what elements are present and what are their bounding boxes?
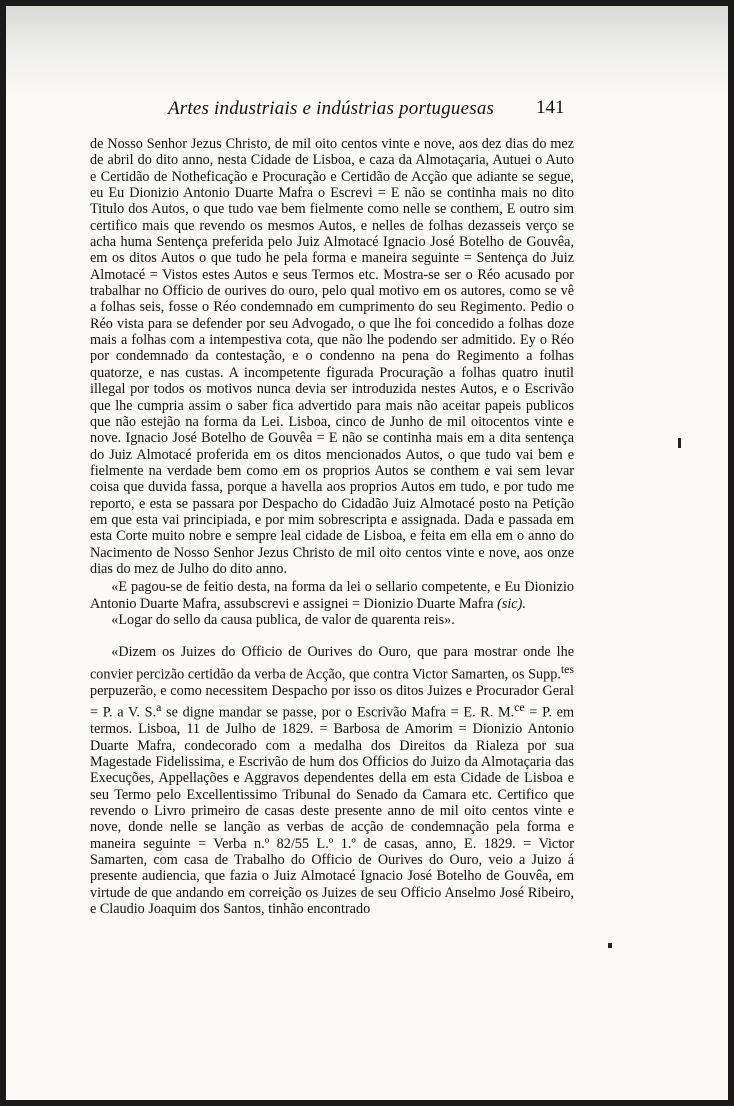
superscript-ce: ce — [514, 700, 525, 715]
body-text — [90, 136, 574, 917]
pagou-text: «E pagou-se de feitio desta, na forma da lei o sellario competente, e Eu Dionizio Antonio Duarte Mafra, assubscrevi e assignei = Dionizio Duarte Mafra — [90, 579, 574, 612]
margin-mark — [608, 943, 612, 948]
dizem-text-4: = P. em termos. Lisboa, 11 de Julho de 1829. = Barbosa de Amorim = Dionizio Antonio Duarte Mafra, condecorado com a medalha dos Direitos da Rialeza por sua Magestade Fidelissima, e Escrivão de hum dos Officios do Juizo da Almotaçaria das Execuções, Appellações e Aggravos dependentes della em esta Cidade de Lisboa e seu Termo pelo Excellentissimo Tribunal do Senado da Camara etc. Certifico que revendo o Livro primeiro de casas deste presente anno de mil oito centos vinte e nove, donde nelle se lanção as verbas de acção de condemnação pela forma e maneira seguinte = Verba n.º 82/55 L.º 1.º de casas, anno, E. 1829. = Victor Samarten, com casa de Trabalho do Officio de Ourives do Ouro, veio a Juizo á presente audiencia, que fazia o Juiz Almotacé Ignacio José Botelho de Gouvêa, em virtude de que andando em correição os Juizes de seu Officio Anselmo José Ribeiro, e Claudio Joaquim dos Santos, tinhão encontrado — [90, 704, 574, 917]
sic-note: (sic). — [497, 595, 526, 612]
paragraph-certidao: de Nosso Senhor Jezus Christo, de mil oito centos vinte e nove, aos dez dias do mez de abril do dito anno, nesta Cidade de Lisboa, e caza da Almotaçaria, Autuei o Auto e Certidão de Notheficação e Procuração e Certidão de Acção que adiante se segue, eu Eu Dionizio Antonio Duarte Mafra o Escrevi = E não se continha mais no dito Titulo dos Autos, o que tudo vae bem fielmente como nelle se conthem, E outro sim certifico mais que revendo os mesmos Autos, e nelles de folhas dezasseis verço se acha huma Sentença preferida pelo Juiz Almotacé Ignacio José Botelho de Gouvêa, em os ditos Autos o que tudo he pela forma e maneira seguinte = Sentença do Juiz Almotacé = Vistos estes Autos e seus Termos etc. Mostra-se ser o Réo acusado por trabalhar no Officio de ourives do ouro, pelo qual motivo em os autores, como se vê a folhas seis, fosse o Réo condemnado em cumprimento do seu Regimento. Pedio o Réo vista para se defender por seu Advogado, o que lhe foi concedido a folhas doze mais a folhas com a intempestiva cota, que não lhe podendo ser admitido. Ey o Réo por condemnado da contestação, e o condenno na pena do Regimento a folhas quatorze, e nas custas. A incompetente figurada Procuração a folhas quatro inutil illegal por todos os motivos nunca devia ser introduzida nestes Autos, e o Escrivão que lhe cumpria assim o saber fica advertido para mais não aceitar papeis publicos que não estejão na forma da Lei. Lisboa, cinco de Junho de mil oitocentos vinte e nove. Ignacio José Botelho de Gouvêa = E não se continha mais em a dita sentença do Juiz Almotacé proferida em os ditos mencionados Autos, o que tudo vai bem e fielmente na verdade bem como em os proprios Autos se conthem e vai sem levar coisa que duvida fassa, porque a havella aos proprios Autos em tudo, e por tudo me reporto, e esta se passara por Despacho do Cidadão Juiz Almotacé posto na Petição em que esta vai principiada, e por mim sobrescripta e assignada. Dada e passada em esta Corte muito nobre e sempre leal cidade de Lisboa, e feita em ella em o anno do Nacimento de Nosso Senhor Jezus Christo de mil oito centos vinte e nove, aos onze dias do mez de Julho do dito anno. — [90, 136, 574, 577]
paragraph-logar-sello: «Logar do sello da causa publica, de valor de quarenta reis». — [111, 611, 455, 628]
superscript-a: a — [156, 700, 162, 715]
document-page — [6, 6, 728, 1100]
dizem-text-1: «Dizem os Juizes do Officio de Ourives do Ouro, que para mostrar onde lhe convier percizão certidão da verba de Acção, que contra Victor Samarten, os Supp. — [90, 644, 574, 683]
superscript-tes: tes — [560, 661, 574, 676]
margin-mark — [678, 438, 681, 448]
running-title: Artes industriais e indústrias portuguesas — [168, 98, 495, 119]
page-number: 141 — [536, 97, 565, 118]
paragraph-dizem — [90, 644, 574, 917]
paragraph-pagou — [90, 579, 574, 612]
dizem-text-2: perpuzerão, e como necessitem Despacho por isso os ditos Juizes e Procurador Geral = P. a V. S. — [90, 682, 574, 721]
dizem-text-3: se digne mandar se passe, por o Escrivão Mafra = E. R. M. — [166, 704, 515, 721]
